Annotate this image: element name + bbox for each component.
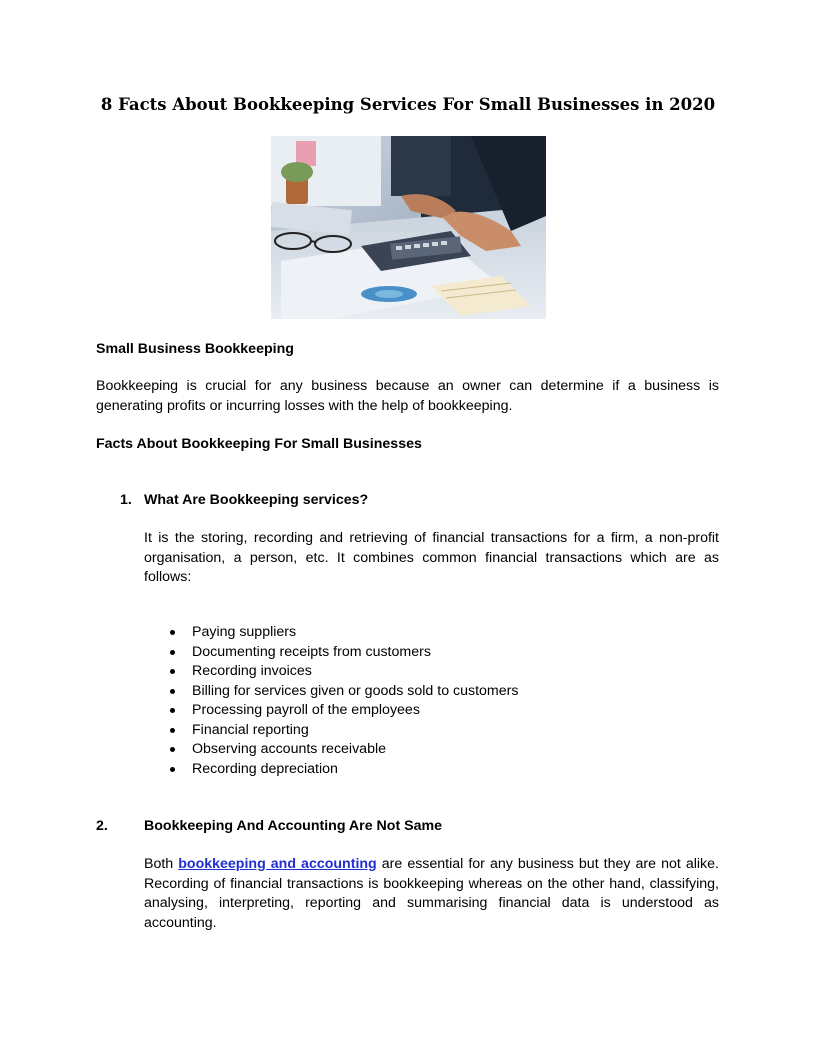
intro-paragraph: Bookkeeping is crucial for any business because an owner can determine if a business is generating profits or incurring losses with the help of bookkeeping. (96, 378, 719, 414)
list-item: Processing payroll of the employees (144, 701, 518, 721)
fact-1-paragraph: It is the storing, recording and retrieving of financial transactions for a firm, a non-profit organisation, a person, etc. It combines common financial transactions which are as follows: (144, 530, 719, 585)
section-heading-small-business: Small Business Bookkeeping (96, 341, 294, 357)
bookkeeping-transactions-list (144, 623, 518, 779)
page-title: 8 Facts About Bookkeeping Services For Small Businesses in 2020 (100, 95, 716, 114)
fact-1-heading: What Are Bookkeeping services? (144, 492, 369, 508)
section-heading-facts: Facts About Bookkeeping For Small Businesses (96, 436, 422, 452)
bullet-icon (170, 689, 175, 694)
bookkeeping-photo (271, 136, 546, 319)
fact-2-heading: Bookkeeping And Accounting Are Not Same (144, 818, 442, 834)
calculator-desk-illustration (271, 136, 546, 319)
list-item: Recording depreciation (144, 760, 518, 780)
bookkeeping-accounting-link[interactable]: bookkeeping and accounting (178, 856, 377, 872)
bullet-icon (170, 650, 175, 655)
bullet-icon (170, 669, 175, 674)
list-item: Documenting receipts from customers (144, 643, 518, 663)
fact-1-number: 1. (120, 492, 132, 508)
list-item: Paying suppliers (144, 623, 518, 643)
fact-2-paragraph: Both bookkeeping and accounting are essential for any business but they are not alike. Recording of financial transactions is bookkeeping whereas on the other hand, classifying, analysing, interpreting, reporting and summarising financial data is understood as accounting. (144, 856, 719, 931)
list-item: Billing for services given or goods sold to customers (144, 682, 518, 702)
bullet-icon (170, 708, 175, 713)
bullet-icon (170, 728, 175, 733)
list-item: Recording invoices (144, 662, 518, 682)
list-item: Financial reporting (144, 721, 518, 741)
bullet-icon (170, 767, 175, 772)
bullet-icon (170, 747, 175, 752)
fact-2-number: 2. (96, 818, 108, 834)
bullet-icon (170, 630, 175, 635)
list-item: Observing accounts receivable (144, 740, 518, 760)
